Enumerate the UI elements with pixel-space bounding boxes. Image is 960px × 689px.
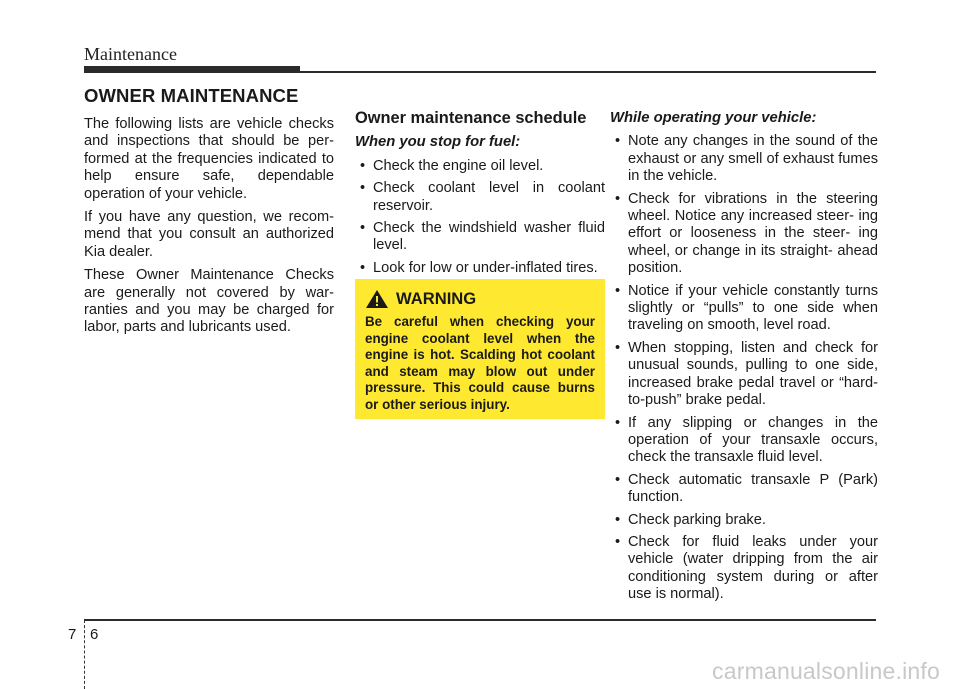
list-item-text: Check the engine oil level. bbox=[373, 157, 544, 174]
list-item bbox=[610, 512, 878, 529]
list-item-text: Check parking brake. bbox=[628, 511, 766, 528]
operating-column bbox=[610, 110, 878, 609]
watermark: carmanualsonline.info bbox=[712, 658, 940, 684]
list-item bbox=[355, 220, 605, 255]
operating-checklist bbox=[610, 133, 878, 603]
chapter-number: 7 bbox=[68, 626, 77, 643]
list-item-text: Notice if your vehicle constantly turns slightly or “pulls” to one side when traveling on smooth, level road. bbox=[628, 282, 878, 334]
section-title: OWNER MAINTENANCE bbox=[84, 85, 299, 106]
page-number: 6 bbox=[90, 626, 99, 643]
bullet-icon: • bbox=[615, 339, 621, 356]
schedule-title: Owner maintenance schedule bbox=[355, 109, 587, 127]
intro-paragraph: The following lists are vehicle checks and inspections that should be per- formed at the frequencies indicated to help ensure safe, dependable operation of your vehicle. bbox=[84, 116, 334, 202]
list-item bbox=[355, 260, 605, 277]
page-header-title: Maintenance bbox=[84, 44, 177, 64]
list-item-text: Check automatic transaxle P (Park) function. bbox=[628, 471, 878, 506]
intro-paragraph: If you have any question, we recom- mend that you consult an authorized Kia dealer. bbox=[84, 209, 334, 260]
warning-box bbox=[355, 279, 605, 419]
list-item bbox=[610, 472, 878, 507]
bullet-icon: • bbox=[615, 282, 621, 299]
list-item-text: Look for low or under-inflated tires. bbox=[373, 259, 598, 276]
warning-text: Be careful when checking your engine coolant level when the engine is hot. Scalding hot coolant and steam may blow out under pressure. This could cause burns or other serious injury. bbox=[365, 314, 595, 412]
list-item bbox=[610, 340, 878, 410]
list-item bbox=[610, 133, 878, 185]
schedule-column bbox=[355, 110, 605, 282]
bullet-icon: • bbox=[615, 414, 621, 431]
fuel-heading: When you stop for fuel: bbox=[355, 134, 521, 151]
list-item-text: Note any changes in the sound of the exhaust or any smell of exhaust fumes in the vehicle. bbox=[628, 133, 878, 185]
list-item-text: Check coolant level in coolant reservoir. bbox=[373, 180, 605, 214]
bullet-icon: • bbox=[615, 533, 621, 550]
fuel-checklist bbox=[355, 158, 605, 277]
list-item bbox=[610, 534, 878, 604]
list-item bbox=[610, 415, 878, 467]
list-item bbox=[610, 191, 878, 278]
warning-title: WARNING bbox=[396, 289, 477, 308]
bullet-icon: • bbox=[360, 157, 366, 174]
bullet-icon: • bbox=[615, 133, 621, 150]
list-item-text: Check for vibrations in the steering wheel. Notice any increased steer- ing effort or looseness in the steer- ing wheel, or change in its straight- ahead position. bbox=[628, 190, 878, 277]
operating-heading: While operating your vehicle: bbox=[610, 110, 817, 126]
bullet-icon: • bbox=[360, 220, 366, 237]
intro-paragraph: These Owner Maintenance Checks are generally not covered by war- ranties and you may be charged for labor, parts and lubricants used. bbox=[84, 267, 334, 336]
list-item bbox=[355, 158, 605, 175]
warning-triangle-icon bbox=[365, 289, 389, 309]
bullet-icon: • bbox=[615, 511, 621, 528]
list-item-text: If any slipping or changes in the operation of your transaxle occurs, check the transaxle fluid level. bbox=[628, 414, 878, 466]
intro-column bbox=[84, 116, 334, 343]
bullet-icon: • bbox=[615, 190, 621, 207]
bullet-icon: • bbox=[360, 180, 366, 197]
header-rule bbox=[300, 71, 876, 73]
list-item-text: Check the windshield washer fluid level. bbox=[373, 220, 605, 254]
list-item bbox=[610, 283, 878, 335]
warning-header bbox=[365, 289, 595, 309]
bullet-icon: • bbox=[615, 471, 621, 488]
header-accent-bar bbox=[84, 66, 300, 73]
list-item bbox=[355, 180, 605, 215]
list-item-text: When stopping, listen and check for unusual sounds, pulling to one side, increased brake pedal travel or “hard-to-push” brake pedal. bbox=[628, 339, 878, 409]
footer-dashed-divider bbox=[84, 620, 85, 689]
footer-rule bbox=[84, 619, 876, 621]
bullet-icon: • bbox=[360, 259, 366, 276]
list-item-text: Check for fluid leaks under your vehicle (water dripping from the air conditioning system during or after use is normal). bbox=[628, 533, 878, 603]
